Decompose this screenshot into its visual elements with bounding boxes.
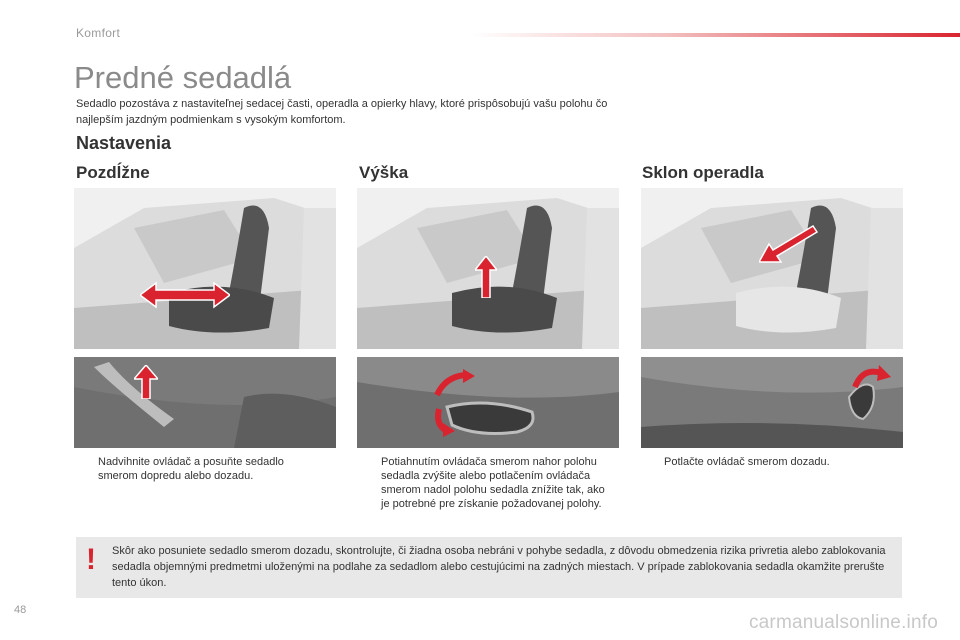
column-title-height: Výška bbox=[359, 163, 409, 182]
instruction-text: Potlačte ovládač smerom dozadu. bbox=[664, 456, 830, 468]
instruction-text: Potiahnutím ovládača smerom nahor polohu sedadla zvýšite alebo potlačením ovládača smerom nadol polohu sedadla znížite tak, ako je potrebné pre získanie požadovanej polohy. bbox=[381, 456, 605, 510]
double-arrow-icon bbox=[140, 280, 230, 310]
header-accent-bar bbox=[470, 33, 960, 37]
column-title-backrest: Sklon operadla bbox=[642, 163, 764, 182]
warning-text: Skôr ako posuniete sedadlo smerom dozadu, skontrolujte, či žiadna osoba nebráni v pohybe sedadla, z dôvodu obmedzenia rizika privretia alebo zablokovania sedadla objemnými predmetmi uloženými na podlahe za sedadlom alebo cestujúcimi na zadných miestach. V prípade zablokovania sedadla okamžite prerušte tento úkon. bbox=[112, 545, 886, 589]
seat-illustration-backrest bbox=[641, 188, 903, 349]
seat-illustration-longitudinal bbox=[74, 188, 336, 349]
curved-arrows-icon bbox=[427, 369, 477, 437]
seat-illustration-height bbox=[357, 188, 619, 349]
warning-icon: ! bbox=[86, 543, 96, 576]
intro-text: Sedadlo pozostáva z nastaviteľnej sedacej časti, operadla a opierky hlavy, ktoré prispôsobujú vašu polohu čo najlepším jazdným podmienkam s vysokým komfortom. bbox=[76, 98, 608, 126]
instruction-height bbox=[359, 455, 609, 511]
arrow-up-icon bbox=[475, 256, 497, 298]
watermark: carmanualsonline.info bbox=[748, 612, 938, 633]
page-title: Predné sedadlá bbox=[74, 60, 292, 95]
control-closeup-height bbox=[357, 357, 619, 448]
section-subheading: Nastavenia bbox=[76, 133, 172, 153]
control-closeup-backrest bbox=[641, 357, 903, 448]
control-closeup-longitudinal bbox=[74, 357, 336, 448]
curved-arrow-icon bbox=[851, 363, 891, 393]
column-title-longitudinal: Pozdĺžne bbox=[76, 163, 150, 182]
section-label: Komfort bbox=[76, 26, 121, 40]
arrow-up-icon bbox=[134, 365, 158, 399]
page-number: 48 bbox=[14, 604, 27, 616]
instruction-longitudinal bbox=[76, 455, 326, 483]
diagonal-arrow-icon bbox=[759, 222, 823, 264]
instruction-backrest bbox=[642, 455, 892, 469]
instruction-text: Nadvihnite ovládač a posuňte sedadlo smerom dopredu alebo dozadu. bbox=[98, 456, 284, 482]
warning-box bbox=[76, 537, 902, 598]
